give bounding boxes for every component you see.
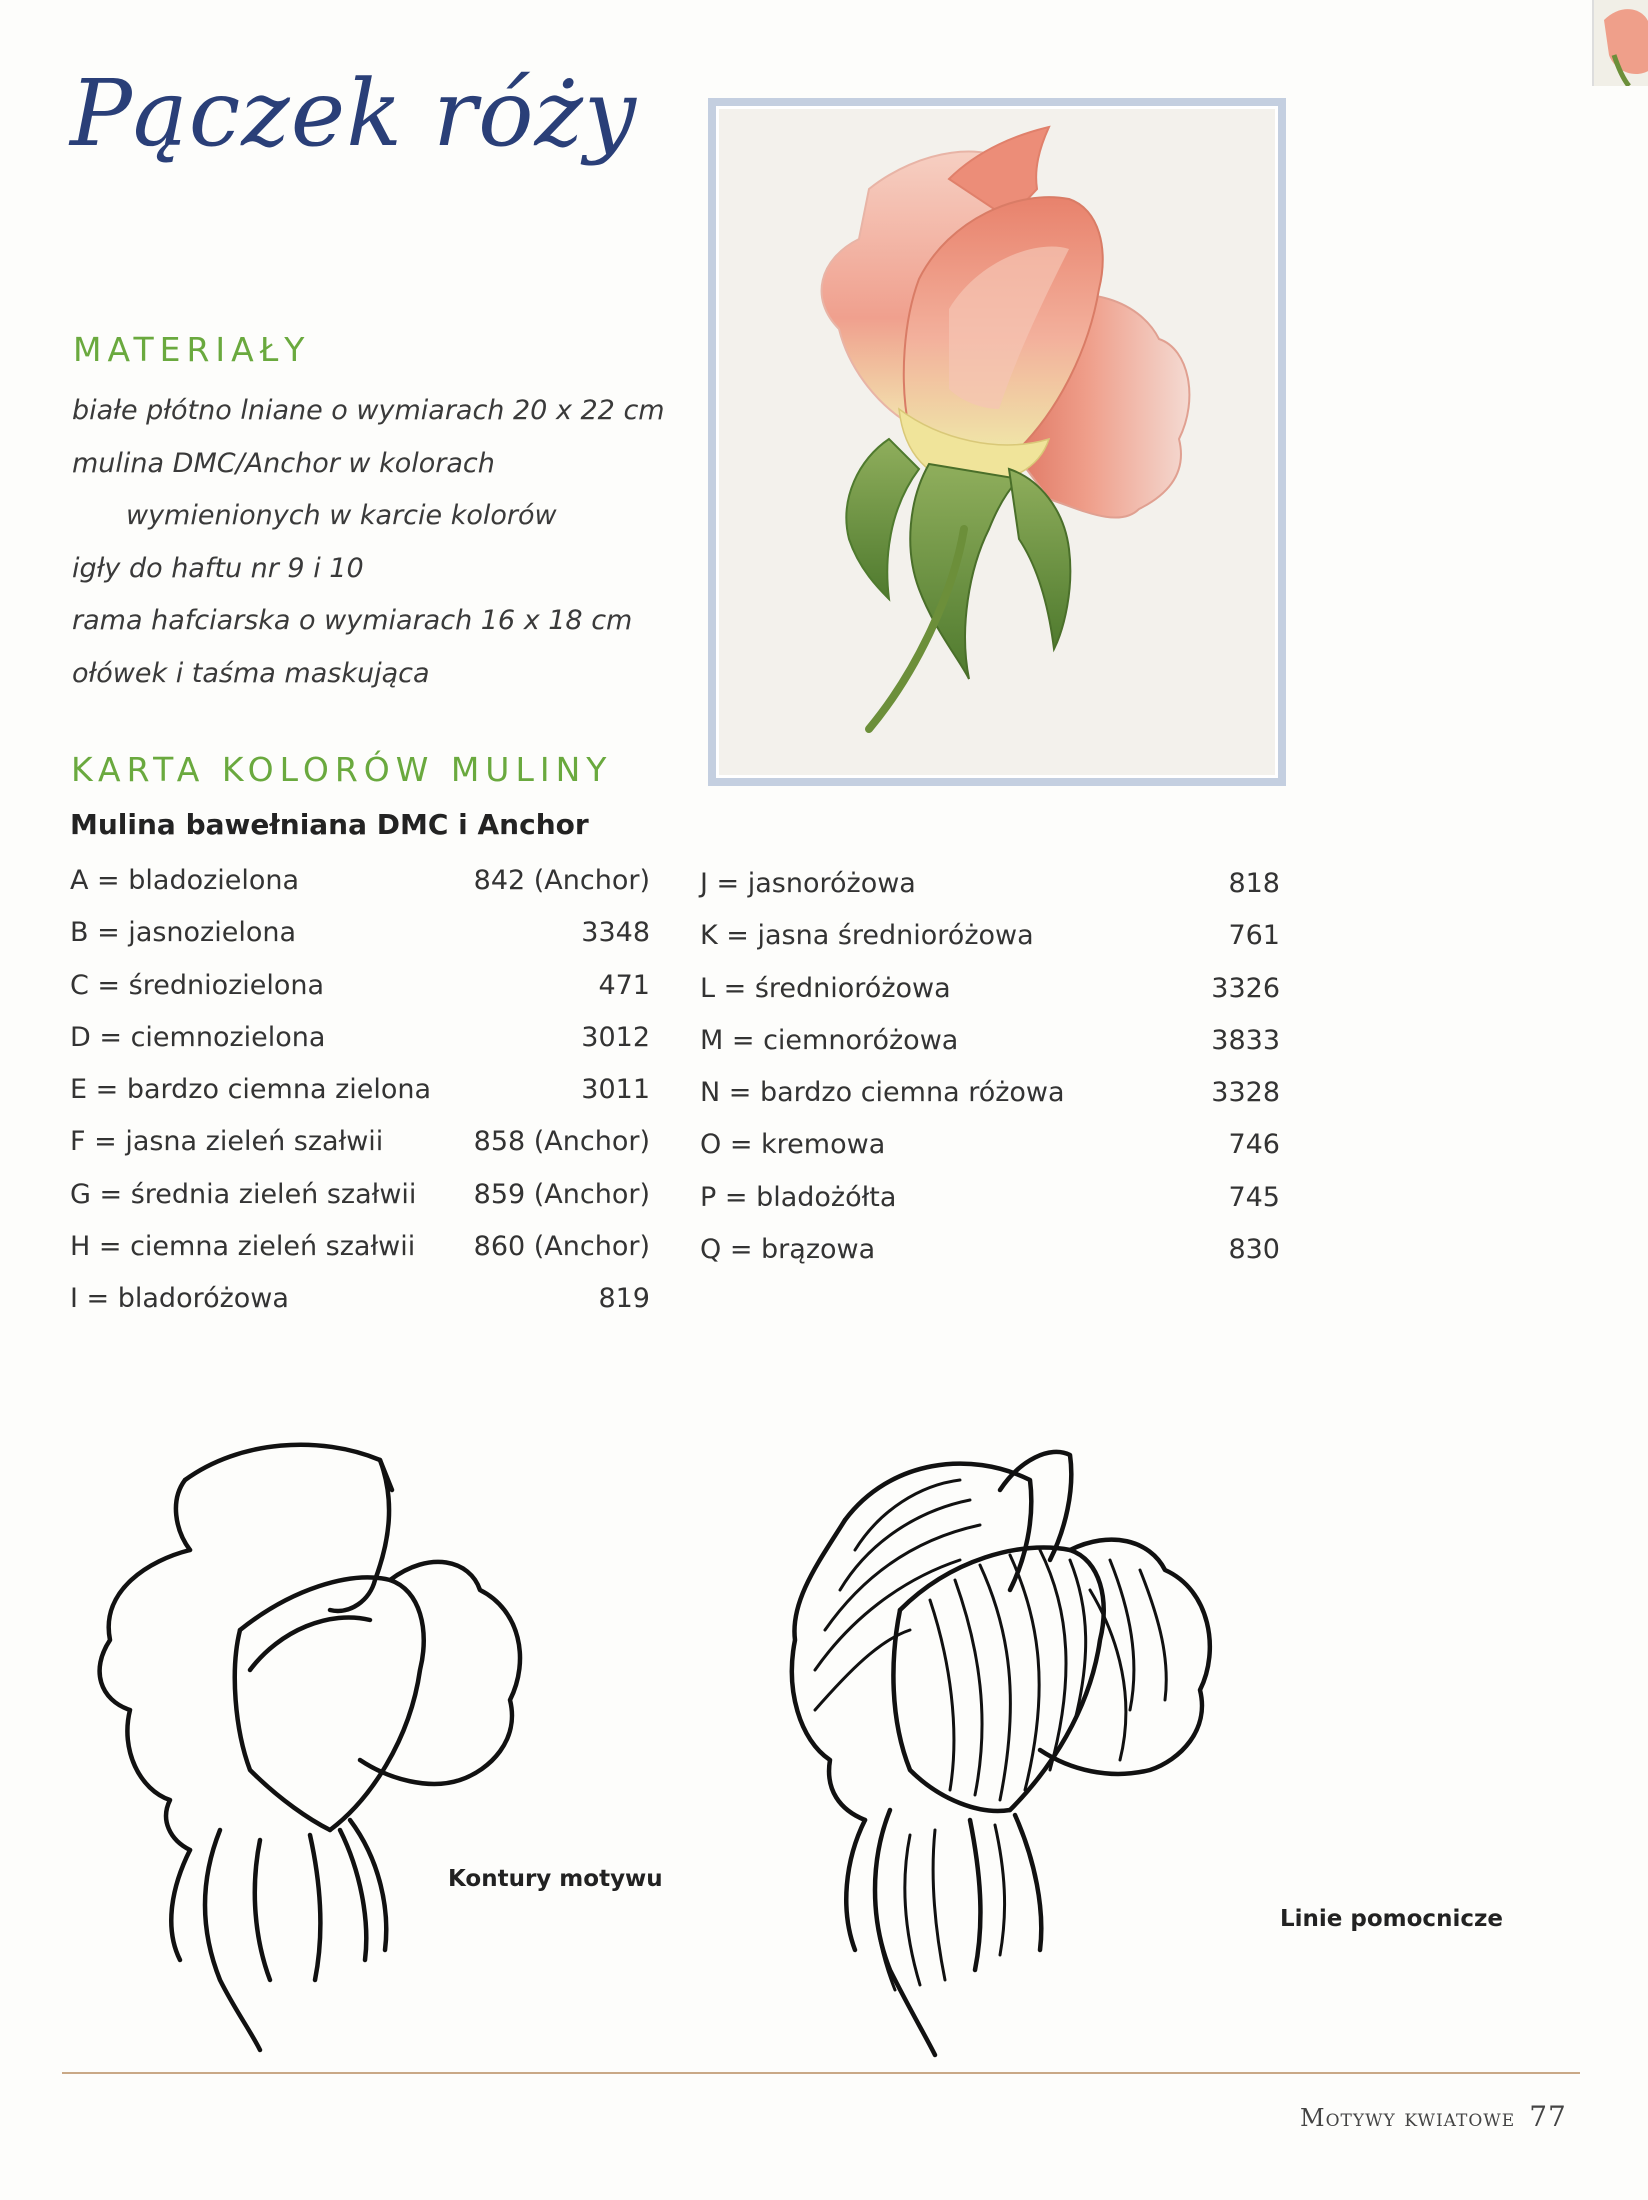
color-label: K = jasna średnioróżowa: [700, 920, 1034, 952]
color-row: [70, 1273, 650, 1325]
corner-thumbnail: [1592, 0, 1648, 86]
color-code: 3328: [1211, 1077, 1280, 1109]
color-code: 3012: [581, 1021, 650, 1053]
color-row: [700, 1067, 1280, 1119]
color-row: [700, 1172, 1280, 1224]
color-label: D = ciemnozielona: [70, 1021, 326, 1053]
color-label: O = kremowa: [700, 1129, 886, 1161]
color-label: B = jasnozielona: [70, 917, 297, 949]
materials-item: wymienionych w karcie kolorów: [126, 500, 557, 531]
color-list-right: [700, 858, 1280, 1276]
materials-item: mulina DMC/Anchor w kolorach: [72, 447, 495, 479]
color-code: 818: [1228, 868, 1280, 899]
embroidery-photo: [716, 106, 1278, 778]
color-row: [700, 1119, 1280, 1171]
rose-guide-lines-drawing: [770, 1440, 1250, 2060]
color-label: H = ciemna zieleń szałwii: [70, 1231, 416, 1263]
color-label: M = ciemnoróżowa: [700, 1024, 959, 1056]
materials-item: rama hafciarska o wymiarach 16 x 18 cm: [72, 605, 633, 636]
color-code: 859 (Anchor): [473, 1178, 650, 1210]
color-card-subheading: Mulina bawełniana DMC i Anchor: [70, 808, 589, 841]
color-row: [70, 1012, 650, 1064]
color-label: L = średnioróżowa: [700, 972, 951, 1004]
outline-caption: Kontury motywu: [448, 1866, 663, 1892]
color-row: [700, 1015, 1280, 1067]
rose-thumbnail-image: [1594, 0, 1648, 86]
footer-section: Motywy kwiatowe: [1300, 2104, 1516, 2132]
materials-item: ołówek i taśma maskująca: [72, 657, 430, 689]
color-label: Q = brązowa: [700, 1234, 876, 1266]
color-row: [70, 1169, 650, 1221]
color-list-left: [70, 855, 650, 1326]
color-label: F = jasna zieleń szałwii: [70, 1126, 384, 1158]
color-code: 471: [598, 969, 650, 1001]
footer: [1300, 2100, 1567, 2133]
color-code: 3833: [1211, 1024, 1280, 1056]
color-label: G = średnia zieleń szałwii: [70, 1178, 417, 1210]
color-row: [70, 1064, 650, 1116]
color-code: 3011: [581, 1074, 650, 1106]
color-label: P = bladożółta: [700, 1181, 897, 1213]
rose-outline-drawing: [90, 1440, 590, 2060]
page-number: 77: [1529, 2100, 1567, 2133]
color-row: [700, 1224, 1280, 1276]
color-row: [700, 858, 1280, 910]
color-row: [70, 907, 650, 959]
color-label: A = bladozielona: [70, 865, 300, 896]
guide-caption: Linie pomocnicze: [1280, 1906, 1503, 1932]
color-label: I = bladoróżowa: [70, 1283, 289, 1315]
color-code: 858 (Anchor): [473, 1126, 650, 1158]
rose-bud-embroidery-image: [719, 109, 1275, 775]
color-label: N = bardzo ciemna różowa: [700, 1077, 1065, 1109]
materials-heading: MATERIAŁY: [73, 330, 311, 369]
color-code: 3348: [581, 917, 650, 949]
materials-item: białe płótno lniane o wymiarach 20 x 22 cm: [72, 395, 665, 426]
color-row: [70, 960, 650, 1012]
color-code: 3326: [1211, 972, 1280, 1004]
color-code: 842 (Anchor): [473, 865, 650, 896]
color-code: 745: [1228, 1181, 1280, 1213]
color-card-heading: KARTA KOLORÓW MULINY: [71, 750, 613, 789]
color-code: 830: [1228, 1234, 1280, 1266]
color-label: J = jasnoróżowa: [700, 868, 916, 899]
color-label: E = bardzo ciemna zielona: [70, 1074, 432, 1106]
color-row: [700, 963, 1280, 1015]
color-row: [70, 855, 650, 907]
color-code: 819: [598, 1283, 650, 1315]
materials-list: [72, 385, 712, 700]
color-row: [70, 1221, 650, 1273]
page-title: Pączek róży: [70, 60, 637, 167]
color-label: C = średniozielona: [70, 969, 325, 1001]
color-code: 761: [1228, 920, 1280, 952]
color-row: [700, 910, 1280, 962]
color-code: 860 (Anchor): [473, 1231, 650, 1263]
color-code: 746: [1228, 1129, 1280, 1161]
footer-rule: [62, 2072, 1580, 2074]
materials-item: igły do haftu nr 9 i 10: [72, 552, 364, 584]
embroidery-photo-frame: [708, 98, 1286, 786]
color-row: [70, 1116, 650, 1168]
